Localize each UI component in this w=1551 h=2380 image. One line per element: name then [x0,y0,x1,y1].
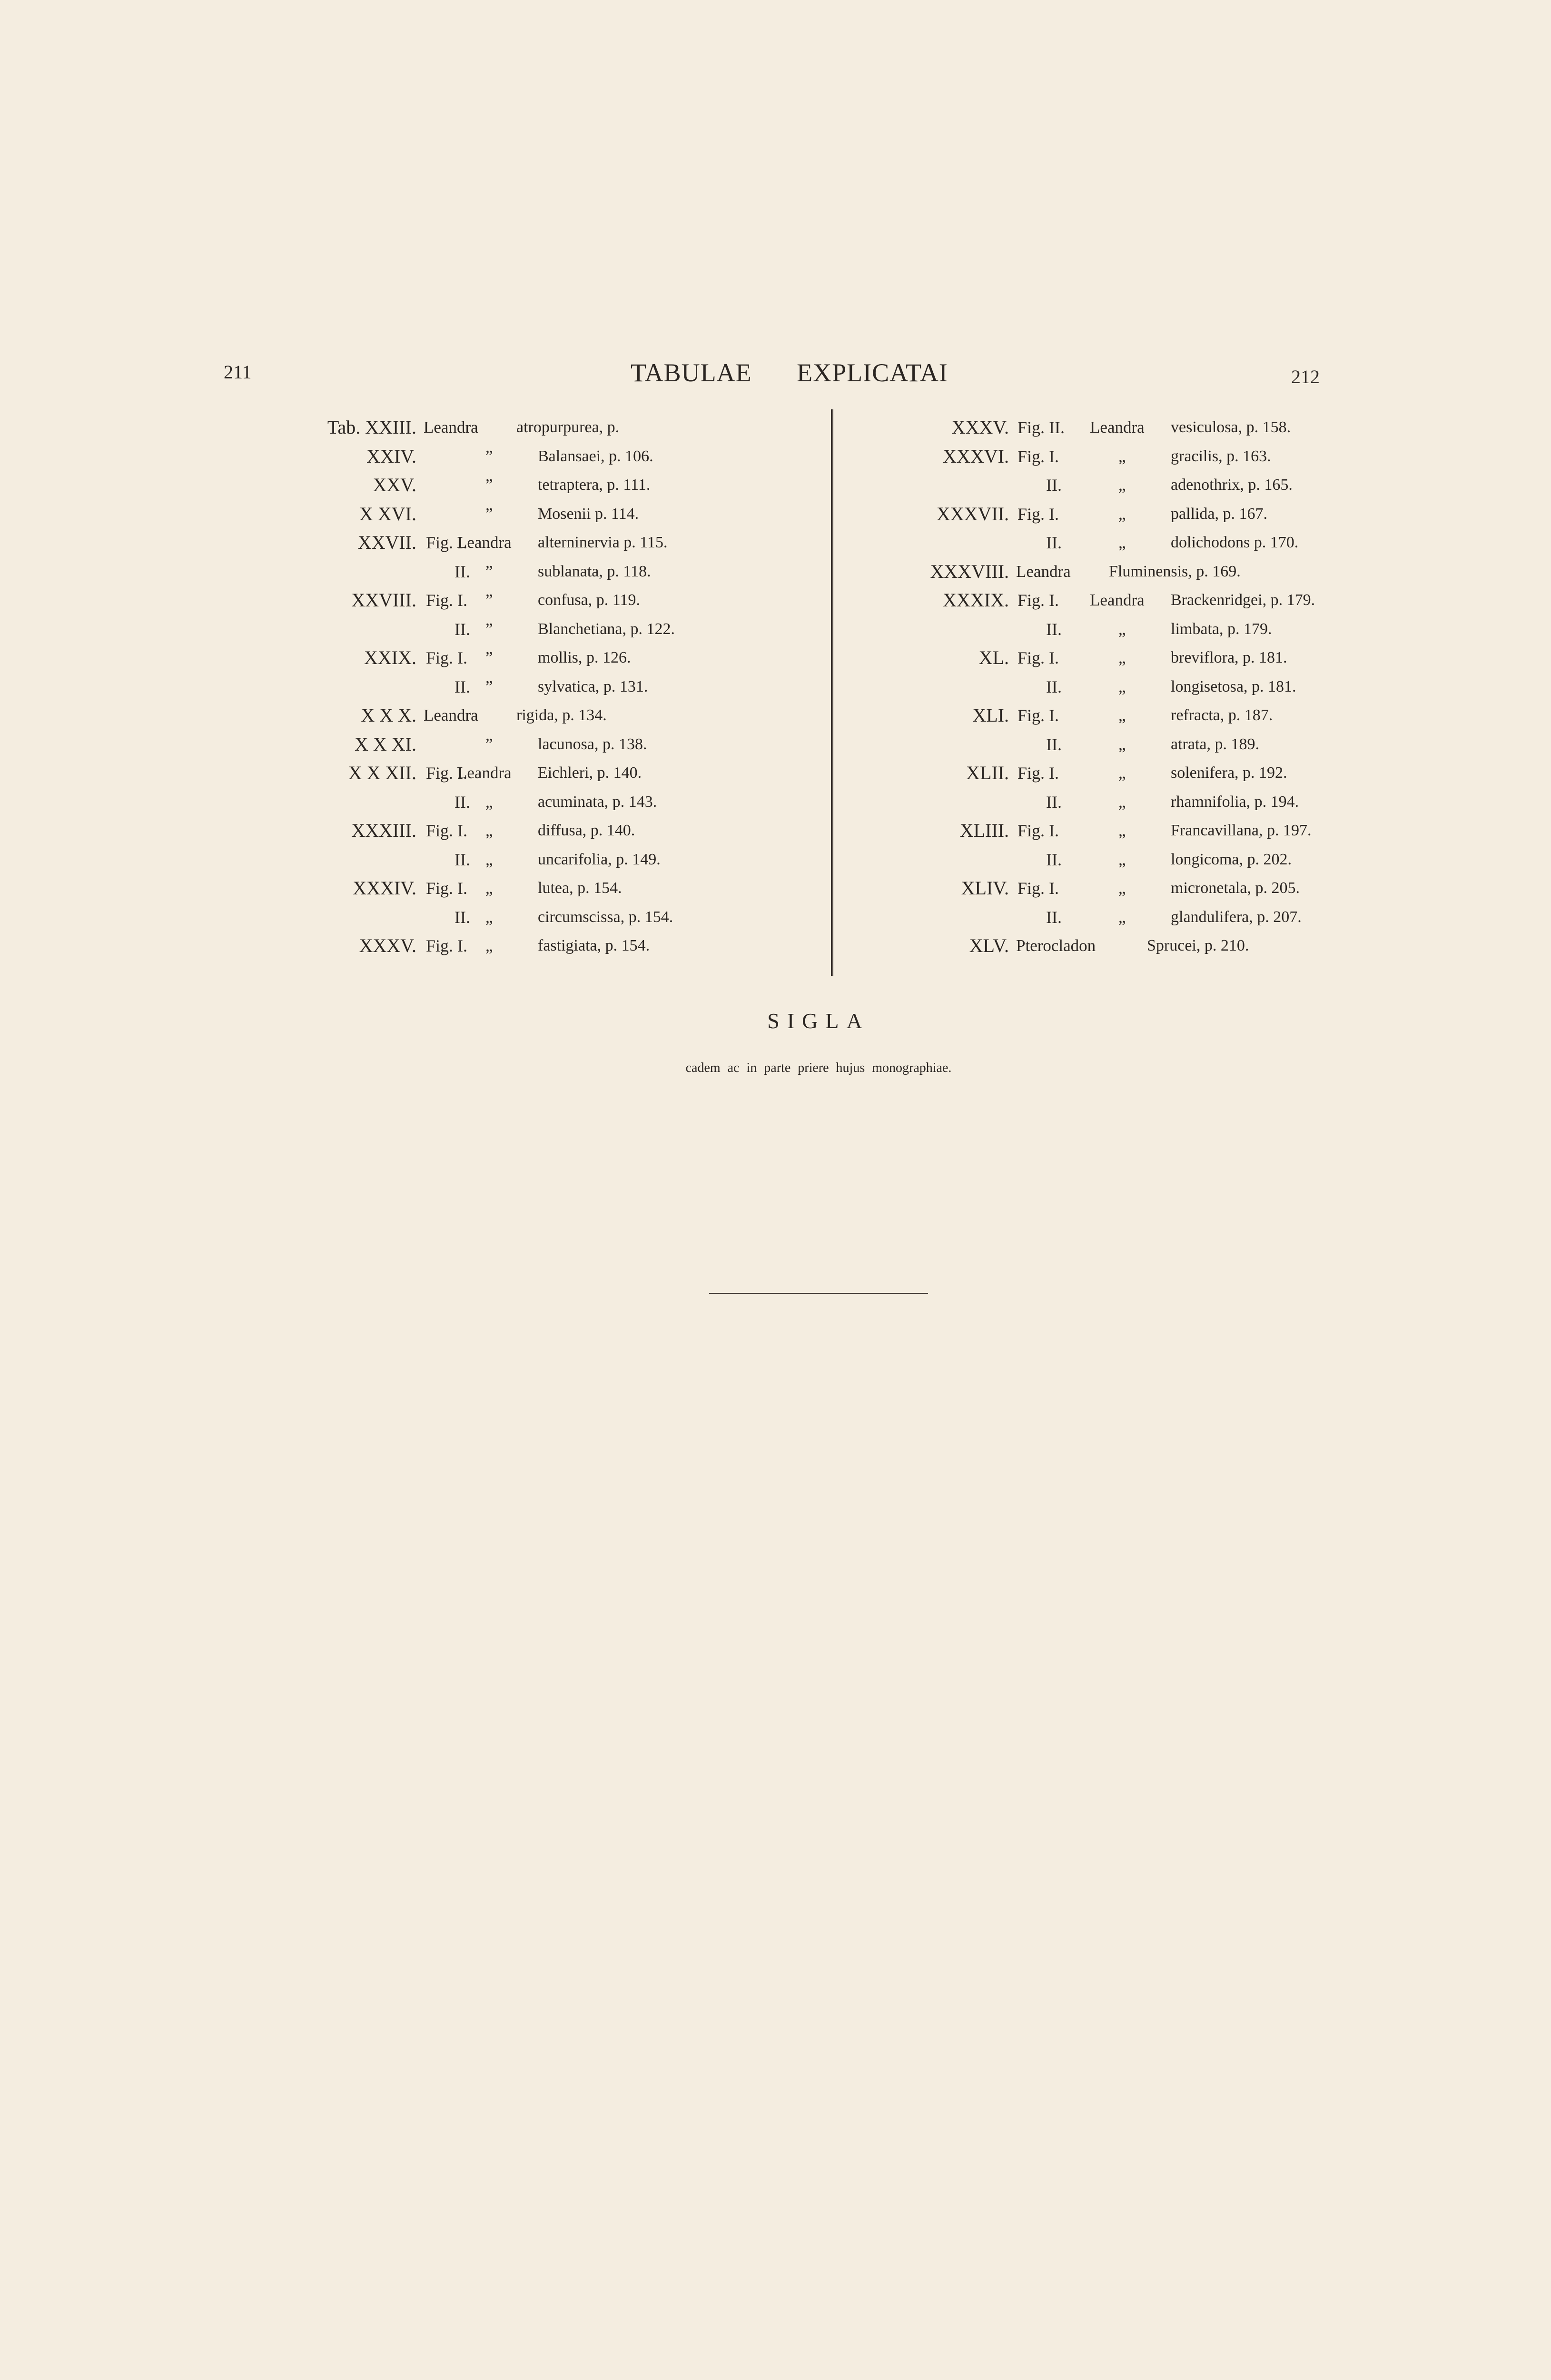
figure-label: Fig. I. [1018,648,1059,667]
species-entry: refracta, p. 187. [1171,706,1273,724]
species-entry: Mosenii p. 114. [538,505,639,523]
list-item [0,528,1551,557]
species-entry: confusa, p. 119. [538,591,640,609]
plate-number: XXXV. [951,416,1009,438]
sigla-heading: SIGLA [767,1009,870,1033]
plate-number: Tab. XXIII. [327,416,416,438]
list-item [0,615,1551,644]
list-item [0,845,1551,874]
figure-label: Fig. I. [1018,591,1059,610]
species-entry: longicoma, p. 202. [1171,850,1292,868]
species-entry: dolichodons p. 170. [1171,534,1299,551]
figure-label: II. [454,619,470,639]
figure-label: II. [1046,734,1062,754]
species-entry: Blanchetiana, p. 122. [538,620,675,638]
genus-name: „ [1118,734,1126,754]
figure-label: II. [1046,850,1062,869]
species-entry: rhamnifolia, p. 194. [1171,793,1299,811]
species-entry: Sprucei, p. 210. [1147,937,1249,954]
species-entry: lacunosa, p. 138. [538,735,647,753]
genus-name: ” [485,648,493,667]
species-entry: lutea, p. 154. [538,879,622,897]
species-entry: fastigiata, p. 154. [538,937,650,954]
species-entry: longisetosa, p. 181. [1171,677,1296,695]
genus-name: Leandra [457,764,512,782]
species-entry: limbata, p. 179. [1171,620,1272,638]
figure-label: II. [454,792,470,812]
plate-number: X XVI. [359,503,416,525]
genus-name: Leandra [424,706,478,724]
list-item [0,471,1551,499]
plate-number: XXV. [373,474,416,496]
list-item [0,788,1551,816]
list-item [0,903,1551,932]
species-entry: Fluminensis, p. 169. [1109,562,1241,580]
figure-label: II. [1046,792,1062,812]
plate-number: XXXIV. [353,877,416,899]
figure-label: II. [454,907,470,927]
genus-name: Pterocladon [1016,936,1096,955]
species-entry: glandulifera, p. 207. [1171,908,1302,926]
list-item [0,730,1551,759]
genus-name: ” [485,619,493,638]
figure-label: Fig. I. [1018,706,1059,725]
plate-number: XXXIII. [351,820,416,841]
genus-name: „ [1118,879,1126,897]
species-entry: mollis, p. 126. [538,649,631,666]
figure-label: II. [1046,907,1062,927]
genus-name: „ [1118,677,1126,696]
genus-name: „ [485,936,493,955]
figure-label: Fig. I. [1018,764,1059,783]
list-item [0,874,1551,902]
genus-name: „ [1118,850,1126,869]
list-item [0,701,1551,730]
figure-label: Fig. II. [1018,418,1065,437]
genus-name: Leandra [1090,591,1145,609]
figure-label: II. [1046,677,1062,696]
genus-name: ” [485,562,493,581]
page-number-left: 211 [224,361,252,383]
genus-name: „ [485,792,493,811]
species-entry: Eichleri, p. 140. [538,764,642,782]
species-entry: circumscissa, p. 154. [538,908,673,926]
figure-label: II. [454,850,470,869]
genus-name: „ [485,850,493,869]
figure-label: Fig. I. [1018,446,1059,466]
figure-label: II. [1046,619,1062,639]
species-entry: acuminata, p. 143. [538,793,657,811]
genus-name: „ [1118,907,1126,926]
species-entry: diffusa, p. 140. [538,822,635,839]
list-item [0,644,1551,672]
species-entry: uncarifolia, p. 149. [538,850,661,868]
species-entry: sublanata, p. 118. [538,562,651,580]
running-title: TABULAE EXPLICATAI [631,358,948,387]
genus-name: „ [1118,476,1126,494]
list-item [0,759,1551,787]
genus-name: „ [1118,764,1126,782]
closing-rule [709,1293,928,1294]
figure-label: Fig. I. [426,591,468,610]
species-entry: rigida, p. 134. [516,706,607,724]
genus-name: Leandra [424,418,478,436]
figure-label: Fig. I. [1018,821,1059,840]
figure-label: Fig. I. [426,533,468,552]
list-item [0,673,1551,701]
page-number-right: 212 [1291,366,1320,387]
figure-label: II. [454,677,470,696]
genus-name: Leandra [1016,562,1071,581]
species-entry: micronetala, p. 205. [1171,879,1300,897]
figure-label: Fig. I. [426,764,468,783]
genus-name: Leandra [457,533,512,552]
plate-number: XLV. [969,935,1009,956]
plate-number: XXVIII. [351,589,416,611]
figure-label: Fig. I. [426,936,468,955]
genus-name: ” [485,734,493,754]
figure-label: Fig. I. [426,879,468,898]
species-entry: sylvatica, p. 131. [538,677,648,695]
species-entry: adenothrix, p. 165. [1171,476,1293,494]
plate-number: X X XII. [348,762,416,783]
list-item [0,932,1551,960]
plate-number: X X X. [361,704,416,726]
list-item [0,500,1551,528]
list-item [0,586,1551,615]
list-item [0,816,1551,845]
plate-number: XXXVII. [936,503,1009,525]
species-entry: Balansaei, p. 106. [538,447,653,465]
species-entry: solenifera, p. 192. [1171,764,1287,782]
species-entry: atropurpurea, p. [516,418,620,436]
figure-label: II. [1046,476,1062,495]
species-entry: Brackenridgei, p. 179. [1171,591,1315,609]
plate-number: XLIII. [959,820,1009,841]
list-item [0,557,1551,586]
genus-name: „ [1118,706,1126,724]
genus-name: „ [485,879,493,897]
species-entry: vesiculosa, p. 158. [1171,418,1291,436]
genus-name: ” [485,591,493,609]
genus-name: Leandra [1090,418,1145,436]
species-entry: pallida, p. 167. [1171,505,1268,523]
figure-label: II. [1046,533,1062,552]
plate-number: XXXVI. [943,445,1009,467]
plate-number: XXXV. [359,935,416,956]
figure-label: Fig. I. [426,648,468,667]
genus-name: „ [1118,648,1126,667]
genus-name: „ [1118,792,1126,811]
genus-name: „ [485,907,493,926]
plate-number: X X XI. [355,733,416,755]
plate-number: XXXVIII. [930,560,1009,582]
species-entry: Francavillana, p. 197. [1171,822,1312,839]
genus-name: ” [485,504,493,523]
plate-number: XXXIX. [943,589,1009,611]
figure-label: Fig. I. [1018,504,1059,524]
plate-number: XXIX. [364,647,416,668]
species-entry: atrata, p. 189. [1171,735,1259,753]
figure-label: II. [454,562,470,581]
genus-name: ” [485,446,493,466]
species-entry: gracilis, p. 163. [1171,447,1271,465]
plate-number: XXIV. [366,445,416,467]
species-entry: tetraptera, p. 111. [538,476,651,494]
genus-name: „ [485,821,493,840]
plate-number: XXVII. [357,532,416,553]
species-entry: breviflora, p. 181. [1171,649,1287,666]
figure-label: Fig. I. [1018,879,1059,898]
list-item [0,413,1551,442]
list-item [0,442,1551,471]
genus-name: „ [1118,504,1126,523]
sigla-note: cadem ac in parte priere hujus monographiae. [685,1061,952,1075]
genus-name: „ [1118,533,1126,552]
figure-label: Fig. I. [426,821,468,840]
plate-number: XLIV. [961,877,1009,899]
genus-name: ” [485,476,493,494]
plate-number: XLI. [972,704,1009,726]
species-entry: alterninervia p. 115. [538,534,668,551]
genus-name: „ [1118,446,1126,466]
plate-number: XLII. [966,762,1009,783]
genus-name: ” [485,677,493,696]
genus-name: „ [1118,821,1126,840]
plate-number: XL. [978,647,1009,668]
genus-name: „ [1118,619,1126,638]
